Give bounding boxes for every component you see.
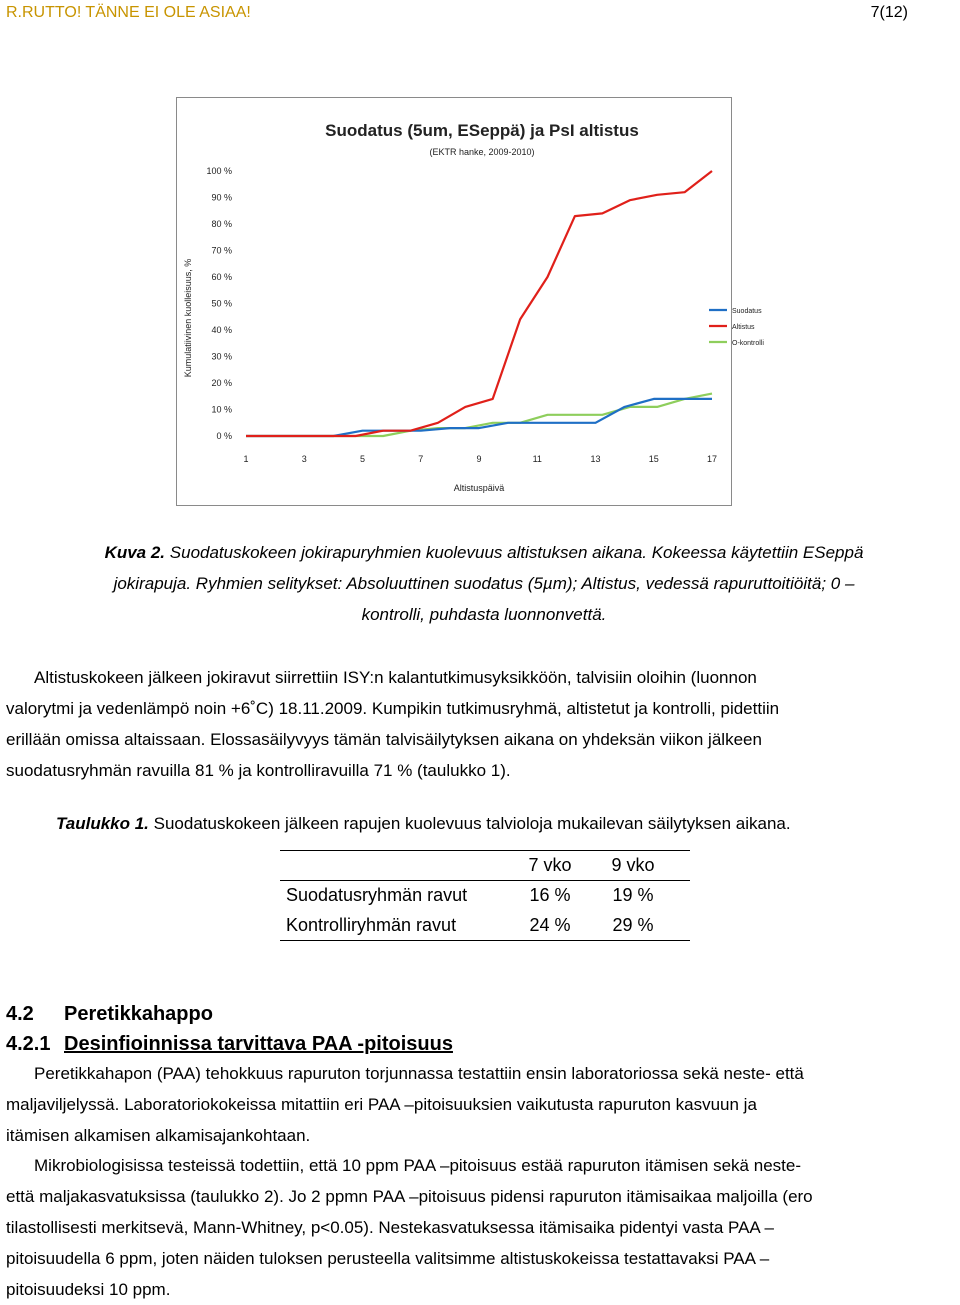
para1-line1: Altistuskokeen jälkeen jokiravut siirrettiin ISY:n kalantutkimusyksikköön, talvisiin oloihin (luonnon [34, 668, 757, 687]
series-line-altistus [246, 171, 712, 436]
x-tick-label: 7 [418, 454, 424, 464]
table-header-row [280, 851, 690, 881]
legend-label: O-kontrolli [732, 340, 764, 347]
para1-line4: suodatusryhmän ravuilla 81 % ja kontrolliravuilla 71 % (taulukko 1). [6, 761, 511, 780]
table-cell: 24 % [502, 911, 598, 941]
table-col-7vko: 7 vko [502, 851, 598, 881]
x-tick-label: 9 [476, 454, 482, 464]
figure-caption-line3: kontrolli, puhdasta luonnonvettä. [361, 605, 607, 624]
figure-caption [44, 537, 924, 630]
figure-caption-line2: jokirapuja. Ryhmien selitykset: Absoluuttinen suodatus (5µm); Altistus, vedessä rapuruttoitiöitä; 0 – [113, 574, 855, 593]
subsection-number: 4.2.1 [6, 1033, 51, 1055]
y-tick-label: 10 % [211, 404, 232, 415]
chart-xlabel: Altistuspäivä [453, 483, 505, 493]
x-tick-label: 3 [301, 454, 307, 464]
section-title: Peretikkahappo [64, 1003, 213, 1025]
table-row-label: Kontrolliryhmän ravut [280, 911, 502, 941]
chart-svg [177, 98, 764, 504]
chart-title: Suodatus (5um, ESeppä) ja PsI altistus [325, 121, 639, 140]
y-tick-label: 90 % [211, 192, 232, 203]
y-tick-label: 50 % [211, 298, 232, 309]
para3-line2: että maljakasvatuksissa (taulukko 2). Jo 2 ppmn PAA –pitoisuus pidensi rapuruton itämisaikaa maljoilla (ero [6, 1187, 813, 1206]
y-tick-label: 60 % [211, 272, 232, 282]
table-header-empty [280, 851, 502, 881]
para1-line3: erillään omissa altaissaan. Elossasäilyvyys tämän talvisäilytyksen aikana on yhdeksän viikon jälkeen [6, 730, 762, 749]
paragraph-paa-results [6, 1150, 946, 1305]
para1-line2: valorytmi ja vedenlämpö noin +6˚C) 18.11.2009. Kumpikin tutkimusryhmä, altistetut ja kontrolli, pidettiin [6, 699, 780, 718]
y-tick-label: 30 % [211, 351, 232, 362]
table1-caption-label: Taulukko 1. [56, 814, 149, 833]
para3-line5: pitoisuudeksi 10 ppm. [6, 1280, 171, 1299]
section-number: 4.2 [6, 1003, 34, 1025]
x-tick-label: 17 [706, 454, 718, 464]
para3-line4: pitoisuudella 6 ppm, joten näiden tuloksen perusteella valitsimme altistuskokeissa testattavaksi PAA – [6, 1249, 770, 1268]
y-tick-label: 100 % [206, 166, 232, 176]
table-cell: 19 % [612, 885, 654, 906]
para2-line2: maljaviljelyssä. Laboratoriokokeissa mitattiin eri PAA –pitoisuuksien vaikutusta rapuruton kasvuun ja [6, 1095, 757, 1114]
mortality-table [280, 850, 690, 941]
legend-label: Altistus [732, 324, 755, 331]
y-tick-label: 20 % [211, 378, 232, 388]
x-tick-label: 11 [532, 454, 542, 464]
section-heading [6, 1003, 213, 1026]
y-tick-label: 70 % [211, 245, 232, 256]
table-cell: 29 % [598, 911, 690, 941]
table-cell: 16 % [529, 885, 571, 906]
y-tick-label: 40 % [211, 325, 232, 335]
para3-line1: Mikrobiologisissa testeissä todettiin, että 10 ppm PAA –pitoisuus estää rapuruton itämisen sekä neste- [34, 1156, 801, 1175]
para2-line1: Peretikkahapon (PAA) tehokkuus rapuruton torjunnassa testattiin ensin laboratoriossa sekä neste- että [34, 1064, 804, 1083]
chart-subtitle: (EKTR hanke, 2009-2010) [429, 147, 535, 157]
legend-label: Suodatus [732, 308, 762, 315]
y-tick-label: 80 % [211, 219, 232, 229]
x-tick-label: 1 [243, 454, 249, 464]
subsection-heading [6, 1033, 453, 1056]
series-line-o-kontrolli [246, 394, 712, 436]
series-line-suodatus [246, 399, 712, 436]
y-tick-label: 0 % [216, 431, 232, 441]
x-tick-label: 13 [590, 454, 601, 464]
table-col-9vko: 9 vko [598, 851, 690, 881]
chart-ylabel: Kumulatiivinen kuolleisuus, % [183, 258, 193, 378]
table1-caption [56, 814, 791, 834]
table-row-label: Suodatusryhmän ravut [286, 885, 468, 906]
figure-caption-line1: Suodatuskokeen jokirapuryhmien kuolevuus altistuksen aikana. Kokeessa käytettiin ESeppä [165, 543, 864, 562]
paragraph-paa-intro [6, 1058, 946, 1151]
figure-caption-label: Kuva 2. [104, 543, 166, 562]
para3-line3: tilastollisesti merkitsevä, Mann-Whitney, p<0.05). Nestekasvatuksessa itämisaika pidentyi vasta PAA – [6, 1218, 775, 1237]
paragraph-storage [6, 662, 946, 786]
running-header-left: R.RUTTO! TÄNNE EI OLE ASIAA! [6, 4, 251, 21]
x-tick-label: 15 [648, 454, 659, 464]
page-number: 7(12) [870, 4, 908, 21]
mortality-chart [176, 97, 764, 506]
subsection-title: Desinfioinnissa tarvittava PAA -pitoisuus [64, 1033, 453, 1055]
table1-caption-text: Suodatuskokeen jälkeen rapujen kuolevuus talvioloja mukailevan säilytyksen aikana. [148, 814, 791, 833]
x-tick-label: 5 [359, 454, 366, 464]
table-row [280, 881, 690, 911]
para2-line3: itämisen alkamisen alkamisajankohtaan. [6, 1126, 311, 1145]
table-row [280, 911, 690, 941]
